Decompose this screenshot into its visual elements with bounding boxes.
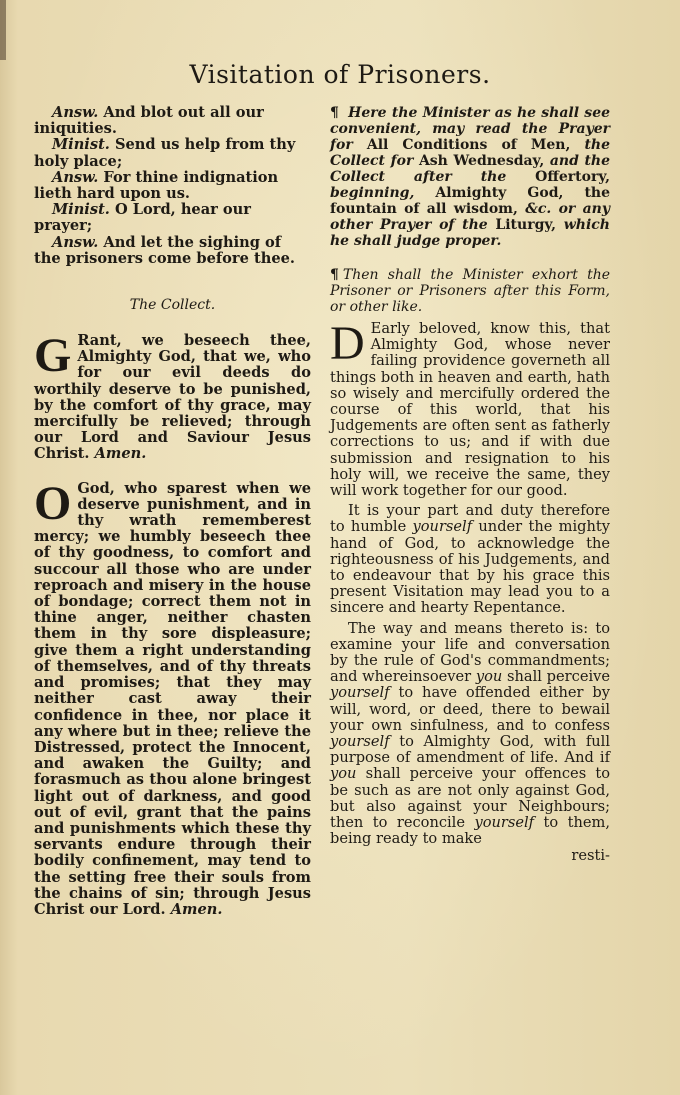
catchword: resti- bbox=[571, 846, 610, 864]
versicle: Minist. Send us help from thy holy place; bbox=[34, 136, 296, 170]
drop-cap: D bbox=[330, 317, 365, 370]
exhortation-paragraph: It is your part and duty therefore to humble yourself under the mighty hand of God, to acknowledge the righteousness of his Judgements, and to endeavour that by his grace this present Visitation may lead you to a sincere and hearty Repentance. bbox=[330, 502, 610, 617]
exhortation-paragraph: The way and means thereto is: to examine your life and conversation by the rule of God's commandments; and whereinsoever you shall perceive yourself to have offended either by will, word, or deed, there to bewail your own sinfulness, and to confess yourself to Almighty God, with full purpose of amendment of life. And if you shall perceive your offences to be such as are not only against God, but also against your Neighbours; then to reconcile yourself to them, being ready to make bbox=[330, 619, 611, 848]
right-column bbox=[330, 105, 610, 864]
page-title: Visitation of Prisoners. bbox=[189, 60, 491, 89]
collect-prayer: G Rant, we beseech thee, Almighty God, that we, who for our evil deeds do worthily deserve to be punished, by the comfort of thy grace, may mercifully be relieved; through our Lord and Saviour Jesus Christ. Amen. bbox=[34, 329, 311, 463]
versicle: Minist. O Lord, hear our prayer; bbox=[34, 201, 251, 235]
drop-cap: G bbox=[34, 329, 72, 383]
amen: Amen. bbox=[94, 445, 147, 463]
pilcrow-icon: ¶ bbox=[330, 267, 339, 283]
versicle: Answ. And let the sighing of the prisoners come before thee. bbox=[34, 233, 295, 267]
rubric: ¶ Then shall the Minister exhort the Prisoner or Prisoners after this Form, or other like. bbox=[330, 267, 610, 315]
rubric: ¶ Here the Minister as he shall see convenient, may read the Prayer for All Conditions of Men, the Collect for Ash Wednesday, and the Collect after the Offertory, beginning, Almighty God, the fountain of all wisdom, &c. or any other Prayer of the Liturgy, which he shall judge proper. bbox=[330, 105, 611, 249]
versicle: Answ. For thine indignation lieth hard upon us. bbox=[34, 168, 279, 203]
prayer-for-prisoners: O God, who sparest when we deserve punishment, and in thy wrath rememberest mercy; we humbly beseech thee of thy goodness, to comfort and succour all those who are under reproach and misery in the house of bondage; correct them not in thine anger, neither chasten them in thy sore displeasure; give them a right understanding of themselves, and of thy threats and promises; that they may neither cast away their confidence in thee, nor place it any where but in thee; relieve the Distressed, protect the Innocent, and awaken the Guilty; and forasmuch as thou alone bringest light out of darkness, and good out of evil, grant that the pains and punishments which these thy servants endure through their bodily confinement, may tend to the setting free their souls from the chains of sin; through Jesus Christ our Lord. Amen. bbox=[34, 476, 311, 918]
amen: Amen. bbox=[170, 900, 223, 918]
binding-edge bbox=[0, 0, 6, 60]
exhortation-paragraph: D Early beloved, know this, that Almighty God, whose never failing providence governeth all things both in heaven and earth, hath so wisely and mercifully ordered the course of this world, that his Judgements are often sent as fatherly corrections to us; and if with due submission and resignation to his holy will, we receive the same, they will work together for our good. bbox=[330, 317, 610, 500]
versicle: Answ. And blot out all our iniquities. bbox=[34, 104, 264, 138]
pilcrow-icon: ¶ bbox=[330, 105, 339, 121]
left-column bbox=[34, 105, 311, 918]
versicles bbox=[34, 105, 311, 267]
drop-cap: O bbox=[34, 476, 72, 530]
collect-heading: The Collect. bbox=[129, 297, 216, 314]
